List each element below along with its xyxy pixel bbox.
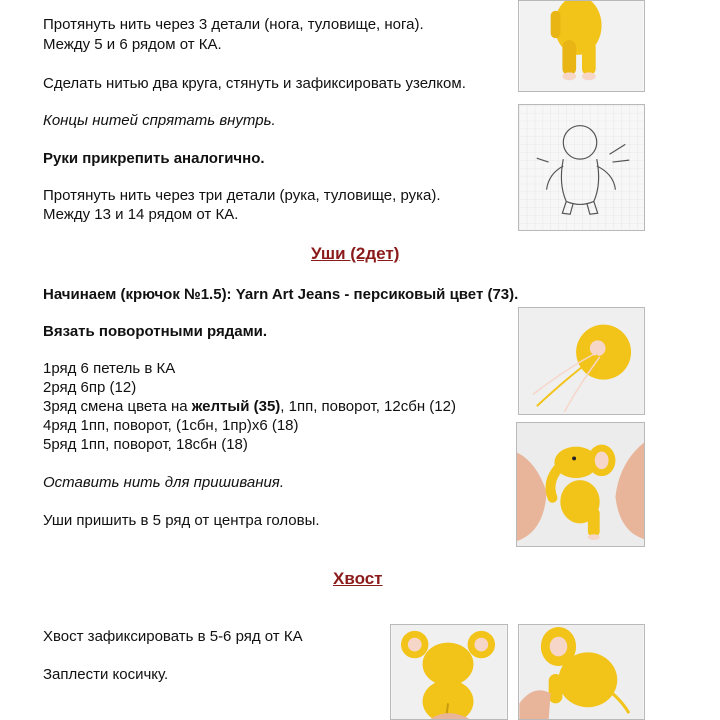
arms-title: Руки прикрепить аналогично.	[43, 150, 265, 167]
ears-row-2: 2ряд 6пр (12)	[43, 379, 137, 396]
ears-turning-rows: Вязать поворотными рядами.	[43, 323, 268, 340]
arms-instruction-line2: Между 13 и 14 рядом от КА.	[43, 206, 239, 223]
photo-elephant-legs	[518, 0, 645, 92]
photo-sketch-diagram	[518, 104, 645, 231]
legs-instruction-line1: Протянуть нить через 3 детали (нога, туловище, нога).	[43, 16, 424, 33]
tail-braid-instruction: Заплести косичку.	[43, 666, 169, 683]
ears-row-3-color: желтый (35)	[191, 398, 281, 415]
hide-ends-note: Концы нитей спрятать внутрь.	[43, 112, 276, 129]
ears-row-4: 4ряд 1пп, поворот, (1сбн, 1пр)х6 (18)	[43, 417, 299, 434]
legs-instruction-line2: Между 5 и 6 рядом от КА.	[43, 36, 222, 53]
ears-attach-instruction: Уши пришить в 5 ряд от центра головы.	[43, 512, 320, 529]
legs-circles-instruction: Сделать нитью два круга, стянуть и зафиксировать узелком.	[43, 75, 466, 92]
photo-hands-elephant	[516, 422, 645, 547]
ears-leave-thread: Оставить нить для пришивания.	[43, 474, 284, 491]
ears-row-3	[43, 397, 456, 416]
photo-tail-braid	[518, 624, 645, 720]
photo-ear-circle	[518, 307, 645, 415]
tail-heading: Хвост	[333, 569, 383, 588]
ears-row-3-a: 3ряд смена цвета на	[43, 398, 192, 415]
ears-heading: Уши (2дет)	[311, 244, 400, 263]
arms-instruction-line1: Протянуть нить через три детали (рука, туловище, рука).	[43, 187, 441, 204]
tail-fix-instruction: Хвост зафиксировать в 5-6 ряд от КА	[43, 628, 303, 645]
ears-row-5: 5ряд 1пп, поворот, 18сбн (18)	[43, 436, 248, 453]
photo-elephant-back	[390, 624, 508, 720]
ears-row-1: 1ряд 6 петель в КА	[43, 360, 176, 377]
ears-start-materials: Начинаем (крючок №1.5): Yarn Art Jeans - персиковый цвет (73).	[43, 286, 519, 303]
ears-row-3-c: , 1пп, поворот, 12сбн (12)	[280, 398, 456, 415]
